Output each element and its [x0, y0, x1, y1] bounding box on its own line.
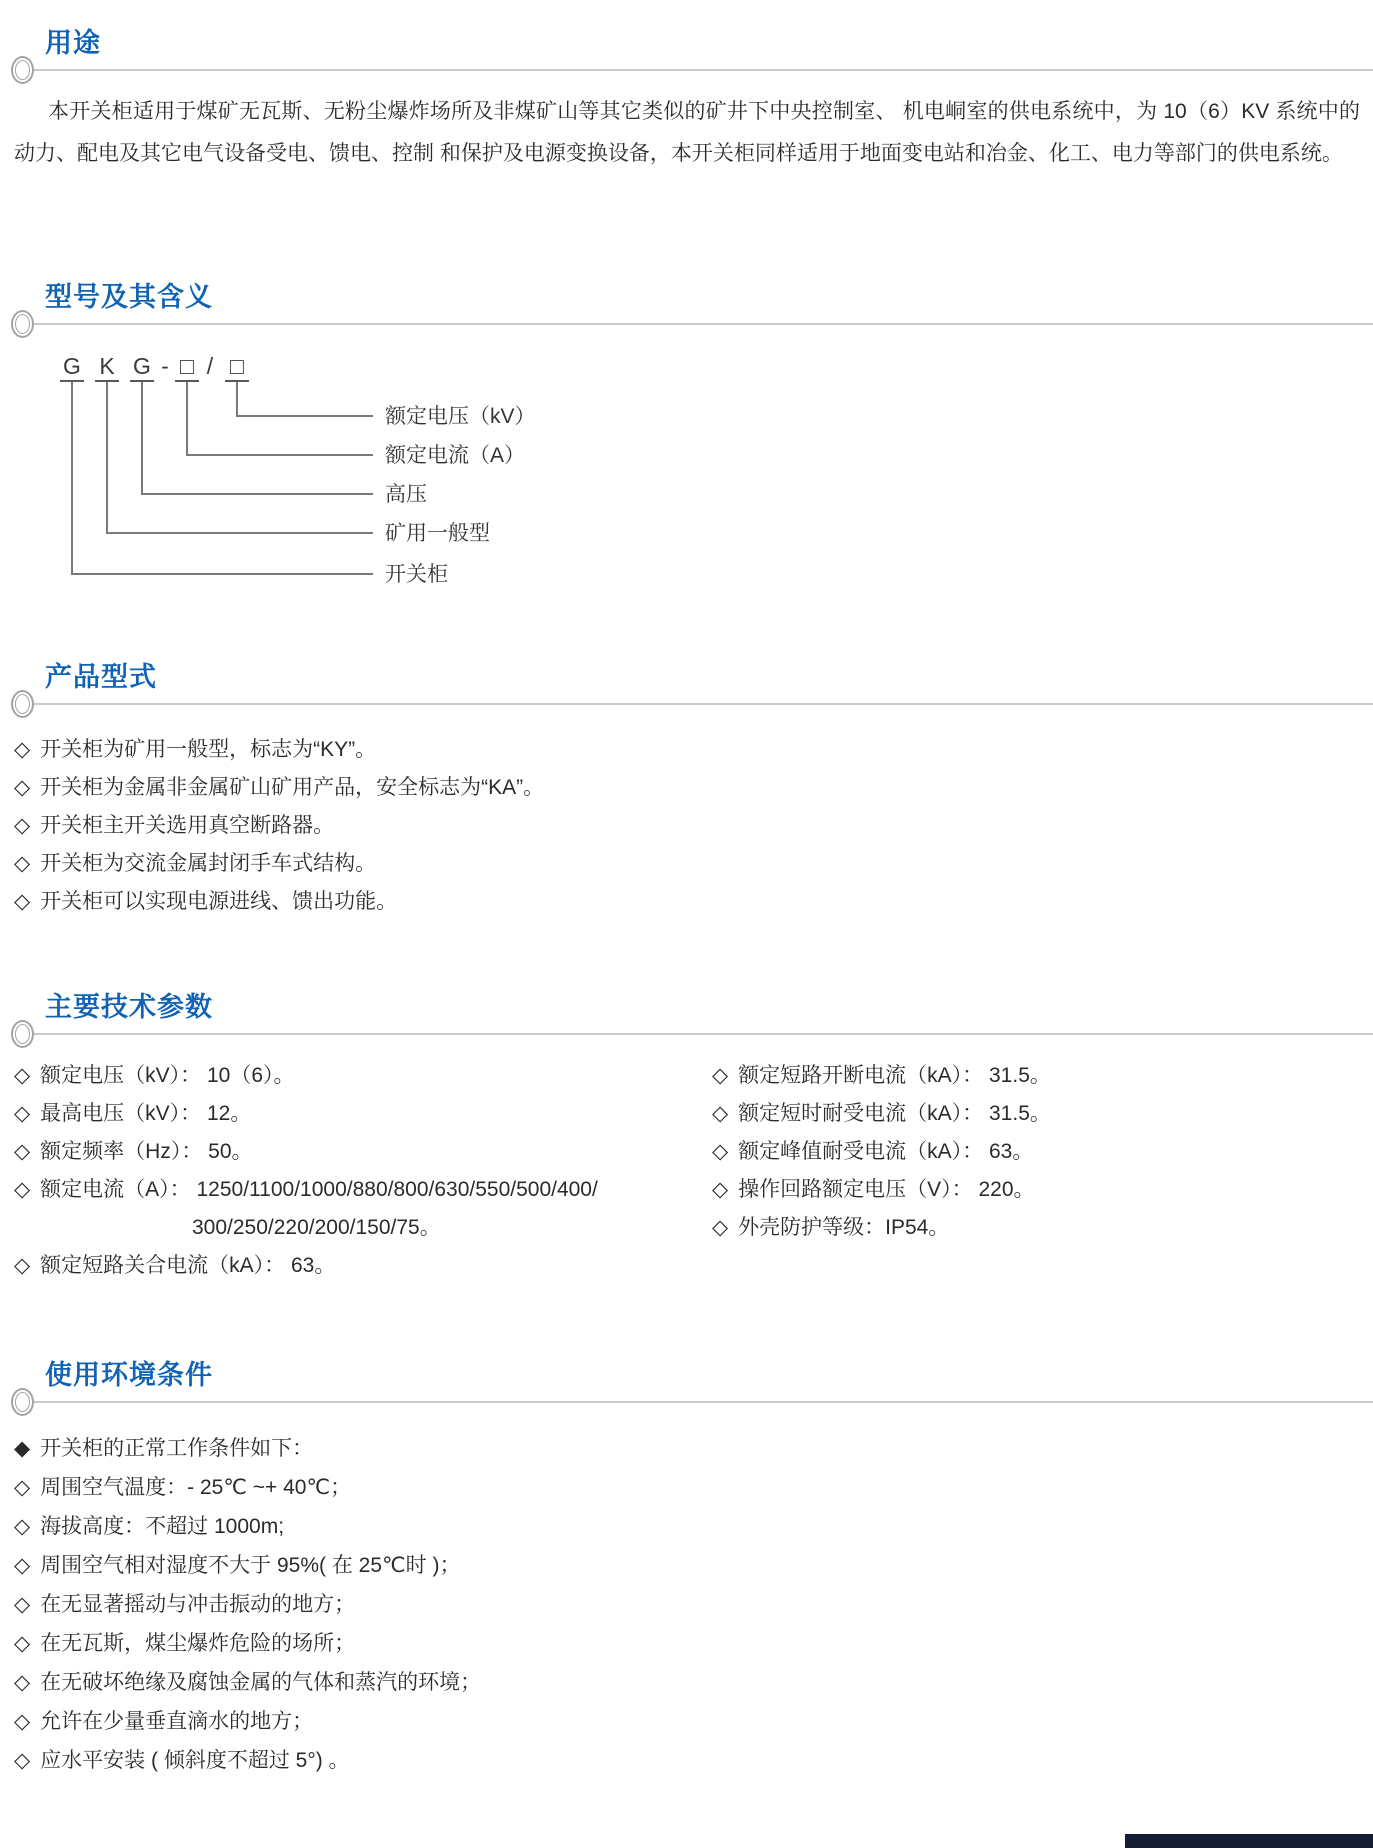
- model-code-letter: G: [60, 353, 84, 382]
- diamond-bullet-icon: ◇: [14, 1476, 31, 1499]
- diagram-label-rated-voltage: 额定电压（kV）: [385, 405, 536, 428]
- parameter-item: [14, 1133, 1373, 1171]
- double-circle-icon: [11, 1388, 34, 1416]
- diagram-connector-line: [71, 382, 373, 575]
- parameter-item: [712, 1057, 1051, 1095]
- product-type-text: 开关柜为金属非金属矿山矿用产品，安全标志为“KA”。: [40, 776, 545, 799]
- diamond-bullet-icon: ◇: [14, 852, 31, 875]
- diamond-bullet-icon: ◇: [14, 738, 31, 761]
- diamond-bullet-icon: ◇: [712, 1102, 729, 1125]
- diamond-bullet-icon: ◇: [712, 1178, 729, 1201]
- environment-item: [14, 1468, 1373, 1507]
- diamond-bullet-icon: ◇: [14, 1593, 31, 1616]
- product-type-item: [14, 845, 1373, 883]
- section-title-model: 型号及其含义: [45, 282, 213, 312]
- model-code-slash: /: [206, 353, 214, 379]
- parameter-text: 额定频率（Hz）： 50。: [40, 1140, 253, 1163]
- double-circle-icon: [11, 310, 34, 338]
- diamond-bullet-icon: ◇: [14, 1632, 31, 1655]
- section-divider: [30, 69, 1373, 71]
- environment-item: [14, 1741, 1373, 1780]
- section-product-type: [0, 660, 1373, 921]
- product-type-text: 开关柜为矿用一般型，标志为“KY”。: [40, 738, 377, 761]
- parameters-left-column: [14, 1057, 1373, 1285]
- diagram-label-switchgear: 开关柜: [385, 563, 448, 586]
- model-code-box: □: [175, 353, 199, 382]
- parameter-item: [712, 1133, 1051, 1171]
- diagram-label-mine-general-type: 矿用一般型: [385, 522, 490, 545]
- section-parameters: [0, 990, 1373, 1285]
- environment-items: [14, 1468, 1373, 1780]
- environment-item: [14, 1702, 1373, 1741]
- double-circle-icon: [11, 56, 34, 84]
- parameter-item: [14, 1057, 1373, 1095]
- product-type-text: 开关柜可以实现电源进线、馈出功能。: [40, 890, 398, 913]
- section-title-product-type: 产品型式: [45, 662, 157, 692]
- environment-text: 应水平安装 ( 倾斜度不超过 5°) 。: [40, 1749, 350, 1772]
- footer-bar: [1125, 1834, 1373, 1848]
- diamond-bullet-icon: ◇: [14, 1671, 31, 1694]
- environment-text: 海拔高度：不超过 1000m;: [40, 1515, 285, 1538]
- environment-item: [14, 1585, 1373, 1624]
- product-type-list: [14, 731, 1373, 921]
- diamond-bullet-icon: ◇: [712, 1064, 729, 1087]
- diamond-bullet-icon: ◇: [14, 1102, 31, 1125]
- environment-item: [14, 1663, 1373, 1702]
- parameter-text: 额定短路关合电流（kA）： 63。: [40, 1254, 336, 1277]
- parameter-text: 最高电压（kV）： 12。: [40, 1102, 252, 1125]
- parameter-text: 外壳防护等级：IP54。: [738, 1216, 950, 1239]
- environment-text: 周围空气温度：- 25℃ ~+ 40℃；: [40, 1476, 352, 1499]
- diamond-bullet-icon: ◇: [712, 1216, 729, 1239]
- environment-text: 在无破坏绝缘及腐蚀金属的气体和蒸汽的环境；: [40, 1671, 482, 1694]
- double-circle-icon: [11, 1020, 34, 1048]
- section-divider: [30, 703, 1373, 705]
- section-divider: [30, 1033, 1373, 1035]
- product-type-text: 开关柜为交流金属封闭手车式结构。: [40, 852, 377, 875]
- parameter-text: 额定电流（A）： 1250/1100/1000/880/800/630/550/500/400/: [40, 1178, 598, 1201]
- diagram-label-high-voltage: 高压: [385, 483, 427, 506]
- product-type-item: [14, 769, 1373, 807]
- environment-text: 允许在少量垂直滴水的地方；: [40, 1710, 314, 1733]
- parameter-text: 额定短时耐受电流（kA）： 31.5。: [738, 1102, 1051, 1125]
- parameters-right-column: [712, 1057, 1051, 1247]
- model-code-letter: K: [95, 353, 119, 382]
- parameter-text: 额定峰值耐受电流（kA）： 63。: [738, 1140, 1034, 1163]
- parameter-text: 操作回路额定电压（V）： 220。: [738, 1178, 1035, 1201]
- section-model-meaning: [0, 280, 1373, 653]
- environment-item: [14, 1624, 1373, 1663]
- section-purpose: [0, 26, 1373, 175]
- parameters-grid: [0, 1057, 1373, 1285]
- parameter-item: [14, 1171, 1373, 1247]
- section-title-parameters: 主要技术参数: [45, 992, 213, 1022]
- parameter-continuation: 300/250/220/200/150/75。: [192, 1216, 441, 1239]
- model-code-dash: -: [161, 353, 169, 379]
- parameter-item: [712, 1171, 1051, 1209]
- diamond-bullet-icon: ◇: [14, 1178, 31, 1201]
- diamond-bullet-icon: ◇: [14, 1254, 31, 1277]
- parameter-text: 额定短路开断电流（kA）： 31.5。: [738, 1064, 1051, 1087]
- environment-item: [14, 1507, 1373, 1546]
- double-circle-icon: [11, 690, 34, 718]
- parameter-text: 额定电压（kV）： 10（6）。: [40, 1064, 295, 1087]
- section-divider: [30, 1401, 1373, 1403]
- product-type-item: [14, 731, 1373, 769]
- environment-lead-item: [14, 1429, 1373, 1468]
- diamond-bullet-icon: ◇: [14, 890, 31, 913]
- diamond-bullet-icon: ◇: [14, 776, 31, 799]
- environment-list: [14, 1429, 1373, 1780]
- parameter-item: [712, 1095, 1051, 1133]
- diamond-bullet-icon: ◇: [14, 1064, 31, 1087]
- solid-diamond-bullet-icon: ◆: [14, 1437, 31, 1460]
- product-type-text: 开关柜主开关选用真空断路器。: [40, 814, 335, 837]
- section-title-environment: 使用环境条件: [45, 1360, 213, 1390]
- section-title-purpose: 用途: [45, 28, 101, 58]
- parameter-item: [14, 1095, 1373, 1133]
- diamond-bullet-icon: ◇: [14, 1140, 31, 1163]
- environment-lead-text: 开关柜的正常工作条件如下：: [40, 1437, 314, 1460]
- product-type-item: [14, 883, 1373, 921]
- diamond-bullet-icon: ◇: [14, 1515, 31, 1538]
- diagram-label-rated-current: 额定电流（A）: [385, 444, 526, 467]
- product-type-item: [14, 807, 1373, 845]
- environment-item: [14, 1546, 1373, 1585]
- model-code-box: □: [225, 353, 249, 382]
- environment-text: 在无显著摇动与冲击振动的地方；: [40, 1593, 356, 1616]
- section-environment: [0, 1358, 1373, 1780]
- diamond-bullet-icon: ◇: [712, 1140, 729, 1163]
- model-code-letter: G: [130, 353, 154, 382]
- parameter-item: [14, 1247, 1373, 1285]
- diamond-bullet-icon: ◇: [14, 1749, 31, 1772]
- environment-text: 周围空气相对湿度不大于 95%( 在 25℃时 )；: [40, 1554, 461, 1577]
- parameter-item: [712, 1209, 1051, 1247]
- diamond-bullet-icon: ◇: [14, 1554, 31, 1577]
- environment-text: 在无瓦斯，煤尘爆炸危险的场所；: [40, 1632, 356, 1655]
- diamond-bullet-icon: ◇: [14, 1710, 31, 1733]
- diamond-bullet-icon: ◇: [14, 814, 31, 837]
- section-divider: [30, 323, 1373, 325]
- model-designation-diagram: [0, 353, 1373, 653]
- purpose-paragraph: 本开关柜适用于煤矿无瓦斯、无粉尘爆炸场所及非煤矿山等其它类似的矿井下中央控制室、 机电峒室的供电系统中，为 10（6）KV 系统中的动力、配电及其它电气设备受电、馈电、控制 和保护及电源变换设备，本开关柜同样适用于地面变电站和冶金、化工、电力等部门的供电系统。: [14, 100, 1360, 165]
